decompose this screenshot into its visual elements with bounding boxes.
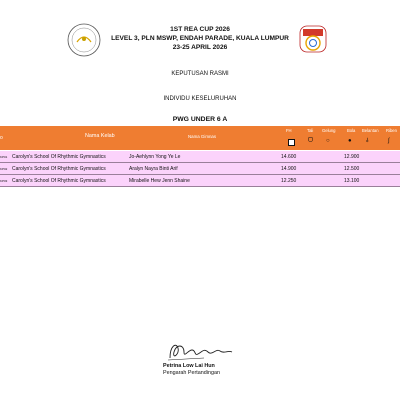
gymnast-name: Aralyn Nayra Binti Arif [129, 166, 178, 172]
event-venue: LEVEL 3, PLN MSWP, ENDAH PARADE, KUALA LUMPUR [111, 35, 289, 42]
col-bola-header: Bola [347, 128, 356, 133]
hoop-apparatus-icon: ○ [326, 138, 330, 144]
fh-score: 14.600 [281, 154, 297, 160]
bib-number: KP02 [0, 167, 8, 171]
signer-role: Pengarah Pertandingan [163, 370, 220, 376]
gymnast-name: Jo-Aehlynn Yong Ye Le [129, 154, 181, 160]
event-title: 1ST REA CUP 2026 [170, 26, 230, 33]
group-title: PWG UNDER 6 A [172, 116, 228, 123]
ball-apparatus-icon: ● [348, 138, 352, 144]
fh-score: 12.250 [281, 178, 297, 184]
signature-image [164, 338, 236, 364]
results-category: INDIVIDU KESELURUHAN [163, 96, 237, 102]
col-club-header: Nama Kelab [85, 133, 115, 139]
ribbon-apparatus-icon: ∫ [388, 138, 390, 144]
signer-name: Petrina Low Lai Hun [163, 363, 215, 369]
ball-score: 12.900 [344, 154, 360, 160]
rope-apparatus-icon: ᗜ [308, 138, 313, 144]
table-row [0, 175, 400, 187]
fh-apparatus-icon [288, 139, 295, 146]
bib-number: KP01 [0, 155, 8, 159]
clubs-apparatus-icon: ⫰ [366, 138, 369, 144]
results-title: KEPUTUSAN RASMI [171, 71, 229, 77]
col-gymnast-header: Nama Gimnas [188, 134, 217, 139]
event-date: 23-25 APRIL 2026 [172, 44, 228, 51]
col-no-header: o [0, 135, 3, 141]
table-row [0, 163, 400, 175]
ball-score: 12.500 [344, 166, 360, 172]
table-header [0, 126, 400, 150]
bib-number: KP03 [0, 179, 8, 183]
club-name: Carolyn's School Of Rhythmic Gymnastics [12, 178, 106, 184]
ball-score: 13.100 [344, 178, 360, 184]
club-name: Carolyn's School Of Rhythmic Gymnastics [12, 154, 106, 160]
col-riben-header: Riben [386, 128, 397, 133]
col-tali-header: Tali [307, 128, 314, 133]
col-gelung-header: Gelung [322, 128, 336, 133]
col-belantan-header: Belantan [362, 128, 379, 133]
club-name: Carolyn's School Of Rhythmic Gymnastics [12, 166, 106, 172]
table-row [0, 151, 400, 163]
fh-score: 14.900 [281, 166, 297, 172]
col-fh-header: FH [286, 128, 292, 133]
gymnast-name: Mirabelle Hew Jenn Shaine [129, 178, 190, 184]
